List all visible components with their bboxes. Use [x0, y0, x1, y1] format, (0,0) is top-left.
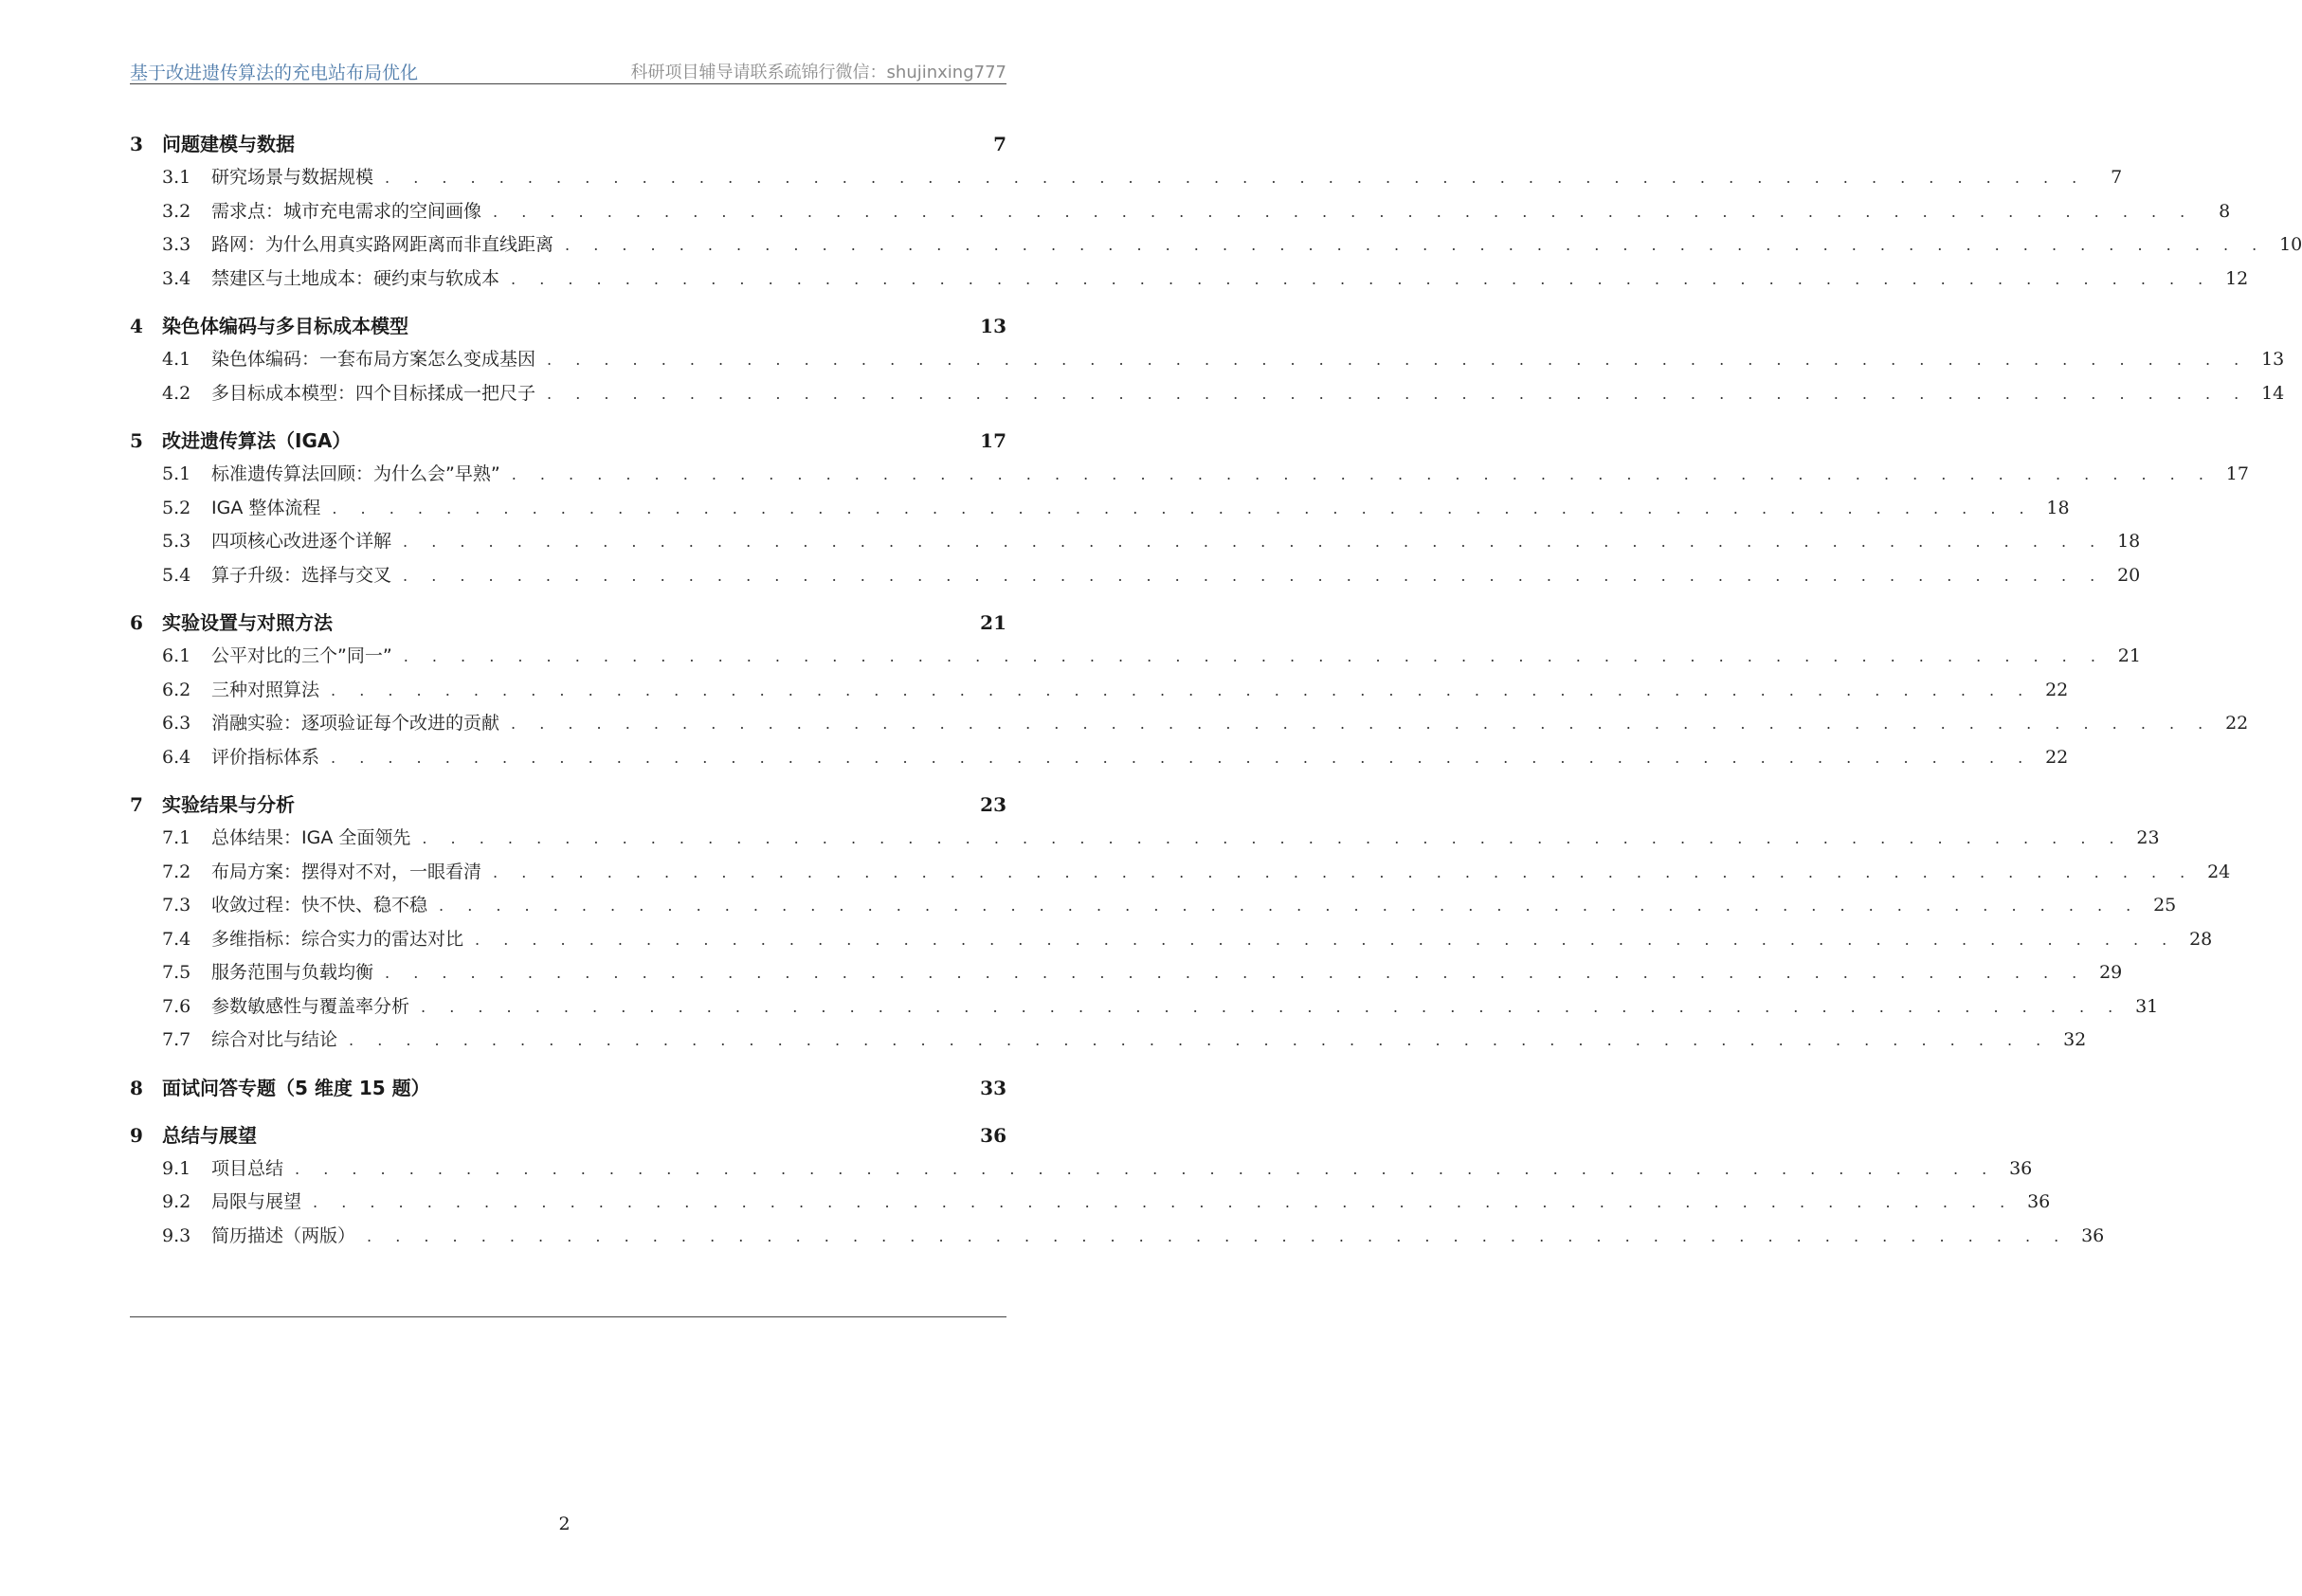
- section-page: 29: [2099, 962, 2123, 983]
- dot-leader: . . . . . . . . . . . . . . . . . . . . . . . . . . . . . . . . . . . . . . . . . . . . . . . . . . . . . . . . . . . .: [565, 236, 2267, 254]
- chapter-entry[interactable]: [130, 424, 1006, 458]
- section-entry[interactable]: [130, 492, 2070, 526]
- section-number: 3.4: [162, 267, 191, 289]
- section-page: 36: [2081, 1224, 2105, 1246]
- chapter-page: 23: [980, 793, 1006, 816]
- section-number: 9.3: [162, 1224, 191, 1246]
- dot-leader: . . . . . . . . . . . . . . . . . . . . . . . . . . . . . . . . . . . . . . . . . . . . . . . . . . . . . . . . . . . .: [331, 680, 2033, 699]
- section-entry[interactable]: [130, 263, 2249, 297]
- section-number: 3.3: [162, 234, 191, 255]
- section-page: 7: [2111, 167, 2123, 188]
- section-number: 5.4: [162, 564, 191, 586]
- section-page: 31: [2135, 995, 2159, 1017]
- chapter-entry[interactable]: [130, 606, 1006, 640]
- section-title: 四项核心改进逐个详解: [211, 531, 392, 552]
- chapter-number: 5: [130, 429, 143, 452]
- chapter-entry[interactable]: [130, 1118, 1006, 1152]
- section-number: 7.4: [162, 928, 191, 950]
- toc-chapter: [130, 1118, 2105, 1254]
- section-title: 研究场景与数据规模: [211, 167, 374, 188]
- toc-chapter: [130, 788, 2231, 1058]
- section-page: 22: [2045, 746, 2069, 768]
- section-title: IGA 整体流程: [211, 497, 321, 518]
- section-page: 28: [2189, 928, 2213, 950]
- chapter-title: 改进遗传算法（IGA）: [162, 429, 352, 452]
- dot-leader: . . . . . . . . . . . . . . . . . . . . . . . . . . . . . . . . . . . . . . . . . . . . . . . . . . . . . . . . . . . .: [547, 351, 2249, 369]
- section-entry[interactable]: [130, 822, 2160, 856]
- dot-leader: . . . . . . . . . . . . . . . . . . . . . . . . . . . . . . . . . . . . . . . . . . . . . . . . . . . . . . . . . . . .: [349, 1031, 2051, 1049]
- section-entry[interactable]: [130, 1024, 2087, 1058]
- section-title: 标准遗传算法回顾：为什么会”早熟”: [211, 463, 500, 484]
- section-page: 36: [2027, 1191, 2051, 1212]
- dot-leader: . . . . . . . . . . . . . . . . . . . . . . . . . . . . . . . . . . . . . . . . . . . . . . . . . . . . . . . . . . . .: [313, 1193, 2015, 1211]
- dot-leader: . . . . . . . . . . . . . . . . . . . . . . . . . . . . . . . . . . . . . . . . . . . . . . . . . . . . . . . . . . . .: [403, 566, 2105, 585]
- chapter-page: 17: [980, 429, 1006, 452]
- dot-leader: . . . . . . . . . . . . . . . . . . . . . . . . . . . . . . . . . . . . . . . . . . . . . . . . . . . . . . . . . . . .: [367, 1226, 2069, 1245]
- section-title: 三种对照算法: [211, 679, 320, 700]
- section-number: 7.2: [162, 861, 191, 882]
- section-entry[interactable]: [130, 990, 2159, 1025]
- dot-leader: . . . . . . . . . . . . . . . . . . . . . . . . . . . . . . . . . . . . . . . . . . . . . . . . . . . . . . . . . . . .: [403, 533, 2105, 551]
- section-page: 17: [2225, 463, 2249, 484]
- section-entry[interactable]: [130, 956, 2123, 990]
- section-page: 18: [2046, 497, 2070, 518]
- dot-leader: . . . . . . . . . . . . . . . . . . . . . . . . . . . . . . . . . . . . . . . . . . . . . . . . . . . . . . . . . . . .: [331, 748, 2033, 767]
- chapter-number: 9: [130, 1123, 143, 1147]
- dot-leader: . . . . . . . . . . . . . . . . . . . . . . . . . . . . . . . . . . . . . . . . . . . . . . . . . . . . . . . . . . . .: [295, 1159, 1997, 1178]
- section-number: 9.2: [162, 1191, 191, 1212]
- chapter-page: 7: [993, 133, 1006, 155]
- chapter-number: 6: [130, 611, 143, 634]
- section-page: 21: [2117, 645, 2141, 666]
- section-page: 14: [2261, 382, 2285, 404]
- section-page: 23: [2136, 827, 2160, 848]
- section-title: 算子升级：选择与交叉: [211, 564, 392, 586]
- section-title: 需求点：城市充电需求的空间画像: [211, 200, 482, 222]
- section-number: 6.2: [162, 679, 191, 700]
- chapter-page: 21: [980, 611, 1006, 634]
- chapter-page: 36: [980, 1123, 1006, 1147]
- page-number: 2: [558, 1514, 571, 1534]
- section-title: 消融实验：逐项验证每个改进的贡献: [211, 713, 500, 734]
- section-entry[interactable]: [130, 856, 2231, 890]
- section-title: 评价指标体系: [211, 746, 320, 768]
- chapter-page: 13: [980, 315, 1006, 337]
- section-title: 服务范围与负载均衡: [211, 962, 374, 983]
- section-title: 多目标成本模型：四个目标揉成一把尺子: [211, 382, 536, 404]
- section-number: 5.1: [162, 463, 191, 484]
- section-number: 7.6: [162, 995, 191, 1017]
- chapter-page: 33: [980, 1076, 1006, 1099]
- section-title: 布局方案：摆得对不对，一眼看清: [211, 861, 482, 882]
- dot-leader: . . . . . . . . . . . . . . . . . . . . . . . . . . . . . . . . . . . . . . . . . . . . . . . . . . . . . . . . . . . .: [439, 897, 2141, 915]
- section-number: 6.1: [162, 645, 191, 666]
- dot-leader: . . . . . . . . . . . . . . . . . . . . . . . . . . . . . . . . . . . . . . . . . . . . . . . . . . . . . . . . . . . .: [511, 269, 2213, 288]
- section-title: 总体结果：IGA 全面领先: [211, 827, 411, 848]
- section-entry[interactable]: [130, 741, 2069, 775]
- section-title: 公平对比的三个”同一”: [211, 645, 392, 666]
- chapter-number: 8: [130, 1076, 143, 1099]
- section-number: 3.1: [162, 167, 191, 188]
- chapter-title: 染色体编码与多目标成本模型: [162, 315, 408, 337]
- chapter-title: 面试问答专题（5 维度 15 题）: [162, 1076, 430, 1099]
- dot-leader: . . . . . . . . . . . . . . . . . . . . . . . . . . . . . . . . . . . . . . . . . . . . . . . . . . . . . . . . . . . .: [385, 964, 2087, 982]
- section-title: 路网：为什么用真实路网距离而非直线距离: [211, 234, 554, 255]
- dot-leader: . . . . . . . . . . . . . . . . . . . . . . . . . . . . . . . . . . . . . . . . . . . . . . . . . . . . . . . . . . . .: [475, 930, 2177, 949]
- document-title: 基于改进遗传算法的充电站布局优化: [130, 63, 419, 83]
- section-title: 多维指标：综合实力的雷达对比: [211, 928, 464, 950]
- section-number: 7.3: [162, 895, 191, 916]
- section-entry[interactable]: [130, 889, 2177, 923]
- section-title: 染色体编码：一套布局方案怎么变成基因: [211, 349, 536, 370]
- section-number: 5.2: [162, 497, 191, 518]
- section-entry[interactable]: [130, 343, 2285, 377]
- section-title: 收敛过程：快不快、稳不稳: [211, 895, 428, 916]
- chapter-entry[interactable]: [130, 788, 1006, 822]
- section-page: 13: [2261, 349, 2285, 370]
- chapter-title: 问题建模与数据: [162, 133, 295, 155]
- section-entry[interactable]: [130, 458, 2249, 492]
- chapter-title: 总结与展望: [162, 1123, 257, 1147]
- chapter-entry[interactable]: [130, 1071, 1006, 1105]
- section-title: 参数敏感性与覆盖率分析: [211, 995, 410, 1017]
- toc-end-rule: [130, 1316, 1006, 1317]
- dot-leader: . . . . . . . . . . . . . . . . . . . . . . . . . . . . . . . . . . . . . . . . . . . . . . . . . . . . . . . . . . . .: [422, 829, 2124, 847]
- section-number: 7.5: [162, 962, 191, 983]
- dot-leader: . . . . . . . . . . . . . . . . . . . . . . . . . . . . . . . . . . . . . . . . . . . . . . . . . . . . . . . . . . . .: [511, 715, 2213, 733]
- section-title: 项目总结: [211, 1157, 284, 1179]
- chapter-number: 3: [130, 133, 143, 155]
- section-page: 36: [2009, 1157, 2033, 1179]
- section-number: 4.2: [162, 382, 191, 404]
- contact-info: 科研项目辅导请联系疏锦行微信：shujinxing777: [630, 63, 1006, 82]
- section-entry[interactable]: [130, 640, 2141, 674]
- section-page: 32: [2063, 1029, 2087, 1050]
- chapter-number: 7: [130, 793, 143, 816]
- chapter-entry[interactable]: [130, 127, 1006, 161]
- section-entry[interactable]: [130, 1220, 2105, 1254]
- running-header: [130, 53, 1006, 84]
- toc-chapter: [130, 424, 2249, 592]
- section-entry[interactable]: [130, 1186, 2051, 1220]
- section-title: 综合对比与结论: [211, 1029, 338, 1050]
- section-entry[interactable]: [130, 195, 2231, 229]
- toc-chapter: [130, 606, 2249, 774]
- section-page: 18: [2117, 531, 2141, 552]
- section-entry[interactable]: [130, 161, 2123, 195]
- dot-leader: . . . . . . . . . . . . . . . . . . . . . . . . . . . . . . . . . . . . . . . . . . . . . . . . . . . . . . . . . . . .: [332, 499, 2034, 517]
- chapter-title: 实验结果与分析: [162, 793, 295, 816]
- section-entry[interactable]: [130, 674, 2069, 708]
- section-entry[interactable]: [130, 707, 2249, 741]
- section-page: 25: [2153, 895, 2177, 916]
- section-entry[interactable]: [130, 377, 2285, 411]
- dot-leader: . . . . . . . . . . . . . . . . . . . . . . . . . . . . . . . . . . . . . . . . . . . . . . . . . . . . . . . . . . . .: [403, 647, 2105, 665]
- section-number: 7.1: [162, 827, 191, 848]
- section-entry[interactable]: [130, 923, 2213, 957]
- dot-leader: . . . . . . . . . . . . . . . . . . . . . . . . . . . . . . . . . . . . . . . . . . . . . . . . . . . . . . . . . . . .: [493, 862, 2195, 881]
- section-number: 6.4: [162, 746, 191, 768]
- section-number: 3.2: [162, 200, 191, 222]
- dot-leader: . . . . . . . . . . . . . . . . . . . . . . . . . . . . . . . . . . . . . . . . . . . . . . . . . . . . . . . . . . . .: [547, 384, 2249, 403]
- section-entry[interactable]: [130, 559, 2141, 593]
- section-number: 9.1: [162, 1157, 191, 1179]
- dot-leader: . . . . . . . . . . . . . . . . . . . . . . . . . . . . . . . . . . . . . . . . . . . . . . . . . . . . . . . . . . . .: [385, 169, 2087, 187]
- section-number: 7.7: [162, 1029, 191, 1050]
- section-title: 简历描述（两版）: [211, 1224, 356, 1246]
- toc-chapter: [130, 309, 2285, 410]
- section-number: 5.3: [162, 531, 191, 552]
- section-page: 20: [2117, 564, 2141, 586]
- toc-chapter: [130, 127, 2302, 296]
- section-page: 24: [2207, 861, 2231, 882]
- section-page: 22: [2045, 679, 2069, 700]
- section-entry[interactable]: [130, 525, 2141, 559]
- section-entry[interactable]: [130, 228, 2302, 263]
- section-number: 4.1: [162, 349, 191, 370]
- dot-leader: . . . . . . . . . . . . . . . . . . . . . . . . . . . . . . . . . . . . . . . . . . . . . . . . . . . . . . . . . . . .: [511, 465, 2213, 483]
- section-entry[interactable]: [130, 1152, 2033, 1187]
- toc-chapter: [130, 1071, 1006, 1105]
- section-title: 局限与展望: [211, 1191, 302, 1212]
- section-page: 22: [2225, 713, 2249, 734]
- section-title: 禁建区与土地成本：硬约束与软成本: [211, 267, 500, 289]
- section-page: 10: [2279, 234, 2302, 255]
- chapter-number: 4: [130, 315, 143, 337]
- dot-leader: . . . . . . . . . . . . . . . . . . . . . . . . . . . . . . . . . . . . . . . . . . . . . . . . . . . . . . . . . . . .: [493, 202, 2195, 221]
- dot-leader: . . . . . . . . . . . . . . . . . . . . . . . . . . . . . . . . . . . . . . . . . . . . . . . . . . . . . . . . . . . .: [421, 997, 2123, 1016]
- section-page: 8: [2219, 200, 2231, 222]
- chapter-entry[interactable]: [130, 309, 1006, 343]
- section-page: 12: [2225, 267, 2249, 289]
- section-number: 6.3: [162, 713, 191, 734]
- chapter-title: 实验设置与对照方法: [162, 611, 333, 634]
- table-of-contents: [130, 127, 2302, 1266]
